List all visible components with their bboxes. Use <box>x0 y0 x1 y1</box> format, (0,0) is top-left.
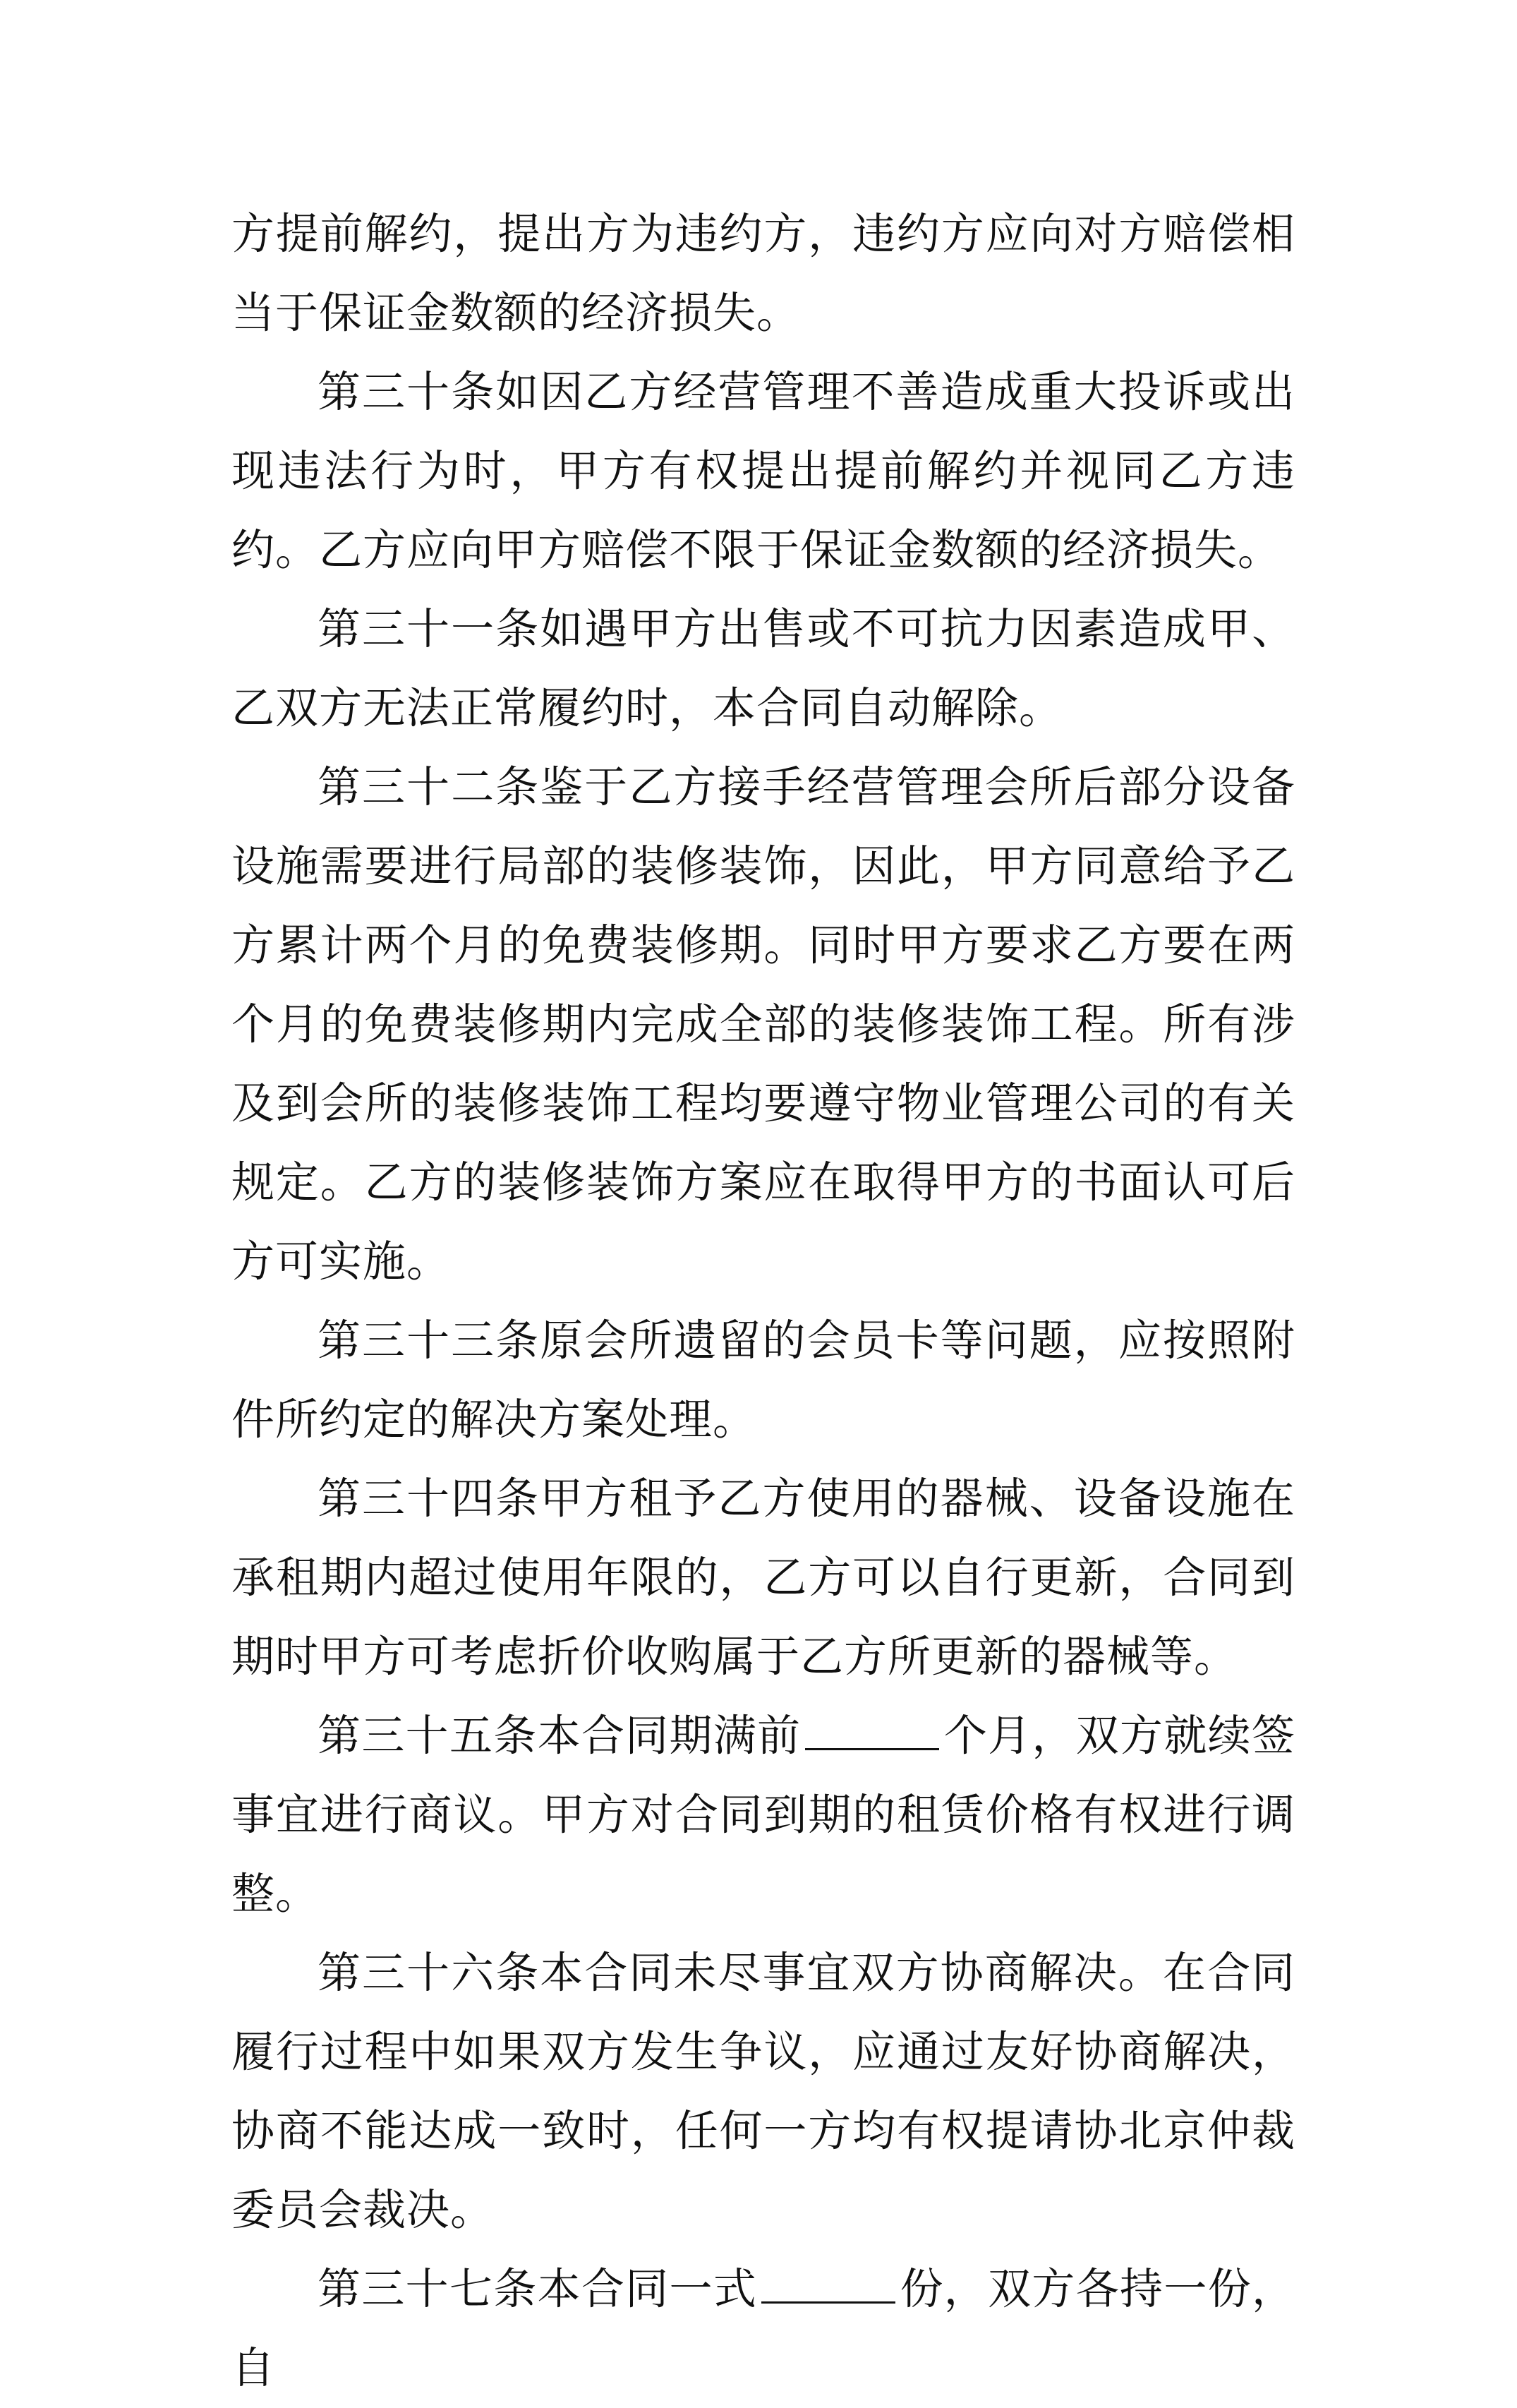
paragraph-continuation: 方提前解约，提出方为违约方，违约方应向对方赔偿相当于保证金数额的经济损失。 <box>231 209 1295 338</box>
fill-in-blank-months <box>805 1704 939 1750</box>
article-35 <box>231 1697 1295 1934</box>
article-37-lead: 第三十七条本合同一式 <box>318 2264 758 2314</box>
article-35-rest: 个月，双方就续签事宜进行商议。甲方对合同到期的租赁价格有权进行调整。 <box>231 1711 1295 1919</box>
article-31: 第三十一条如遇甲方出售或不可抗力因素造成甲、乙双方无法正常履约时，本合同自动解除。 <box>231 604 1295 733</box>
article-37-rest: 份，双方各持一份，自 <box>231 2264 1295 2393</box>
article-37 <box>231 2250 1295 2408</box>
article-32: 第三十二条鉴于乙方接手经营管理会所后部分设备设施需要进行局部的装修装饰，因此，甲方同意给予乙方累计两个月的免费装修期。同时甲方要求乙方要在两个月的免费装修期内完成全部的装修装饰工程。所有涉及到会所的装修装饰工程均要遵守物业管理公司的有关规定。乙方的装修装饰方案应在取得甲方的书面认可后方可实施。 <box>231 762 1295 1287</box>
document-body <box>231 195 1295 2408</box>
article-34: 第三十四条甲方租予乙方使用的器械、设备设施在承租期内超过使用年限的，乙方可以自行更新，合同到期时甲方可考虑折价收购属于乙方所更新的器械等。 <box>231 1474 1295 1682</box>
article-35-lead: 第三十五条本合同期满前 <box>318 1711 802 1761</box>
article-36: 第三十六条本合同未尽事宜双方协商解决。在合同履行过程中如果双方发生争议，应通过友好协商解决，协商不能达成一致时，任何一方均有权提请协北京仲裁委员会裁决。 <box>231 1948 1295 2235</box>
article-33: 第三十三条原会所遗留的会员卡等问题，应按照附件所约定的解决方案处理。 <box>231 1316 1295 1445</box>
fill-in-blank-copies <box>761 2258 895 2304</box>
article-30: 第三十条如因乙方经营管理不善造成重大投诉或出现违法行为时，甲方有权提出提前解约并视同乙方违约。乙方应向甲方赔偿不限于保证金数额的经济损失。 <box>231 367 1295 575</box>
